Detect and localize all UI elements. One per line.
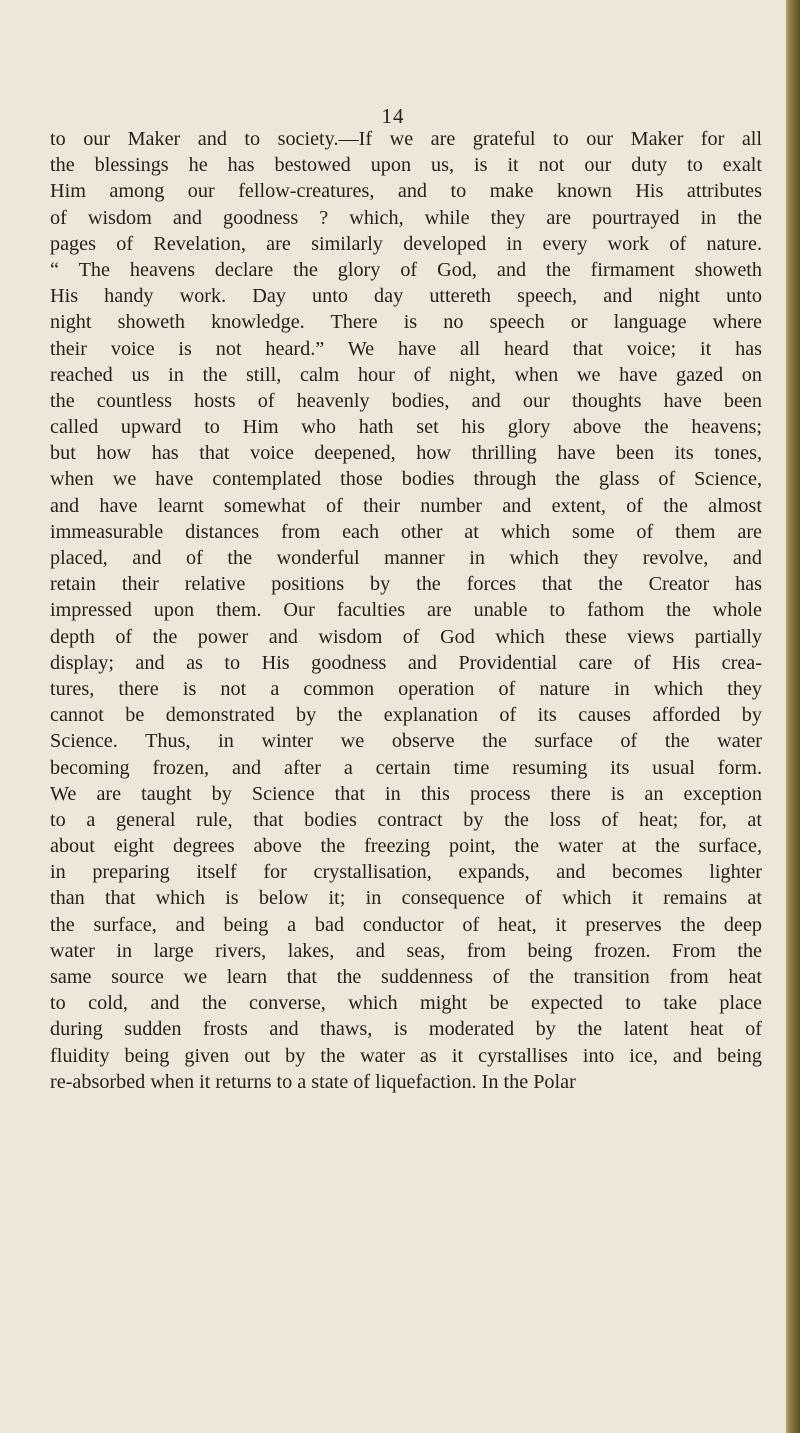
text-line: becoming frozen, and after a certain time resuming its usual form. [50, 756, 762, 779]
text-line: same source we learn that the suddenness of the transition from heat [50, 966, 762, 988]
text-line: the surface, and being a bad conductor of heat, it preserves the deep [50, 913, 762, 936]
text-line: tures, there is not a common operation of nature in which they [50, 677, 762, 700]
text-line: “ The heavens declare the glory of God, and the firmament showeth [50, 258, 762, 281]
text-line: re-absorbed when it returns to a state of liquefaction. In the Polar [50, 1070, 576, 1093]
text-line: His handy work. Day unto day uttereth speech, and night unto [50, 285, 762, 308]
text-line: fluidity being given out by the water as it cyrstallises into ice, and being [50, 1044, 762, 1067]
text-line: cannot be demonstrated by the explanation of its causes afforded by [50, 704, 762, 727]
text-line: about eight degrees above the freezing point, the water at the surface, [50, 835, 762, 858]
text-line: night showeth knowledge. There is no speech or language where [50, 311, 762, 334]
body-text [50, 126, 762, 1095]
text-line: immeasurable distances from each other at which some of them are [50, 520, 762, 543]
text-line: and have learnt somewhat of their number and extent, of the almost [50, 494, 762, 517]
text-line: impressed upon them. Our faculties are unable to fathom the whole [50, 599, 762, 622]
text-line: when we have contemplated those bodies through the glass of Science, [50, 468, 762, 491]
text-line: Him among our fellow-creatures, and to make known His attributes [50, 180, 762, 203]
text-line: Science. Thus, in winter we observe the surface of the water [50, 730, 762, 753]
text-line: the countless hosts of heavenly bodies, and our thoughts have been [50, 389, 762, 412]
text-line: during sudden frosts and thaws, is moderated by the latent heat of [50, 1018, 762, 1041]
text-line: to our Maker and to society.—If we are grateful to our Maker for all [50, 128, 762, 150]
text-line: retain their relative positions by the forces that the Creator has [50, 573, 762, 596]
text-line: pages of Revelation, are similarly developed in every work of nature. [50, 232, 762, 255]
text-line: but how has that voice deepened, how thrilling have been its tones, [50, 442, 762, 465]
text-line: reached us in the still, calm hour of night, when we have gazed on [50, 363, 762, 386]
text-line: their voice is not heard.” We have all heard that voice; it has [50, 337, 762, 360]
text-line: of wisdom and goodness ? which, while they are pourtrayed in the [50, 206, 762, 229]
text-line: in preparing itself for crystallisation, expands, and becomes lighter [50, 861, 762, 884]
text-line: placed, and of the wonderful manner in which they revolve, and [50, 547, 762, 569]
text-line: to cold, and the converse, which might be expected to take place [50, 992, 762, 1015]
text-line: the blessings he has bestowed upon us, is it not our duty to exalt [50, 154, 762, 177]
text-line: to a general rule, that bodies contract by the loss of heat; for, at [50, 808, 762, 831]
page-number: 14 [381, 104, 405, 128]
text-line: depth of the power and wisdom of God which these views partially [50, 625, 762, 648]
text-line: than that which is below it; in consequence of which it remains at [50, 887, 762, 910]
text-line: We are taught by Science that in this process there is an exception [50, 782, 762, 805]
text-line: called upward to Him who hath set his glory above the heavens; [50, 416, 762, 439]
text-line: water in large rivers, lakes, and seas, from being frozen. From the [50, 939, 762, 962]
page-binding-edge [786, 0, 800, 1433]
text-line: display; and as to His goodness and Providential care of His crea- [50, 651, 762, 674]
